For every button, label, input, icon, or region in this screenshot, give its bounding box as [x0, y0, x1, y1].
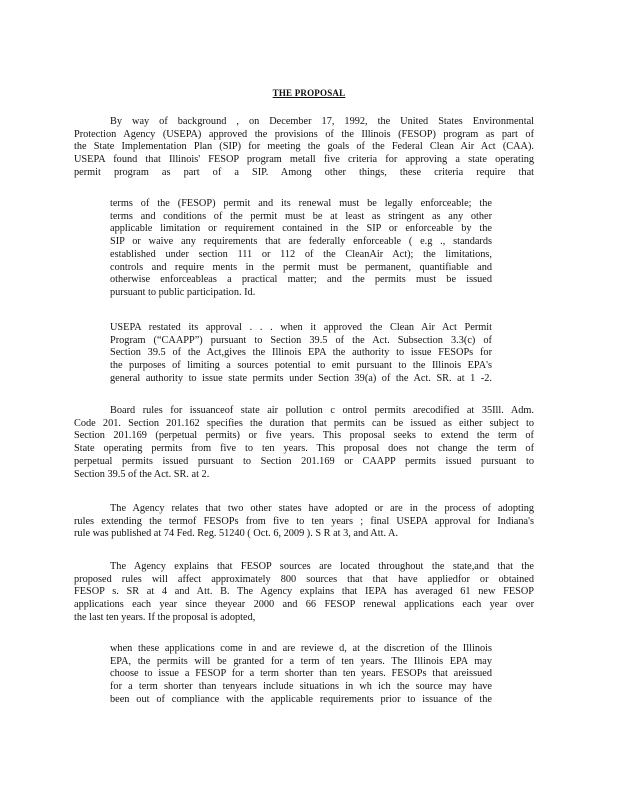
text-line: Code 201. Section 201.162 specifies the duration that permits can be issued as either subject to [74, 417, 534, 429]
block-quote-criteria [110, 198, 492, 300]
text-line: the purposes of limiting a sources potential to emit pursuant to the Illinois EPA's [110, 360, 492, 372]
text-line: permit program as part of a SIP. Among other things, these criteria require that [74, 166, 534, 178]
text-line: rule was published at 74 Fed. Reg. 51240 ( Oct. 6, 2009 ). S R at 3, and Att. A. [74, 528, 399, 540]
text-line: pursuant to public participation. Id. [110, 286, 256, 298]
section-heading-text: THE PROPOSAL [272, 88, 346, 98]
paragraph-background [74, 116, 534, 180]
text-line: applicable limitation or requirement contained in the SIP or enforceable by the [110, 223, 492, 235]
paragraph-other-states [74, 503, 534, 541]
section-heading [0, 88, 618, 98]
text-line: applications each year since theyear 2000 and 66 FESOP renewal applications each year over [74, 599, 534, 611]
text-line: terms and conditions of the permit must be at least as stringent as any other [110, 210, 492, 222]
text-line: terms of the (FESOP) permit and its renewal must be legally enforceable; the [110, 198, 492, 209]
text-line: Board rules for issuanceof state air pollution c ontrol permits arecodified at 35Ill. Adm. [110, 405, 534, 416]
text-line: State operating permits from five to ten years. This proposal does not change the term of [74, 443, 534, 455]
text-line: The Agency relates that two other states have adopted or are in the process of adopting [110, 503, 534, 514]
block-quote-applications [110, 643, 492, 707]
text-line: the last ten years. If the proposal is adopted, [74, 611, 256, 623]
text-line: the State Implementation Plan (SIP) for meeting the goals of the Federal Clean Air Act (CAA). [74, 141, 534, 153]
text-line: Program (“CAAPP”) pursuant to Section 39.5 of the Act. Subsection 3.3(c) of [110, 334, 492, 346]
text-line: when these applications come in and are reviewe d, at the discretion of the Illinois [110, 643, 492, 654]
text-line: choose to issue a FESOP for a term shorter than ten years. FESOPs that areissued [110, 668, 492, 680]
text-line: established under section 111 or 112 of the CleanAir Act); the limitations, [110, 248, 492, 260]
text-line: SIP or waive any requirements that are federally enforceable ( e.g ., standards [110, 236, 492, 248]
text-line: Protection Agency (USEPA) approved the provisions of the Illinois (FESOP) program as part of [74, 128, 534, 140]
text-line: The Agency explains that FESOP sources are located throughout the state,and that the [110, 561, 534, 572]
text-line: rules extending the termof FESOPs from five to ten years ; final USEPA approval for Indiana's [74, 515, 534, 527]
text-line: USEPA found that Illinois' FESOP program metall five criteria for approving a state operating [74, 154, 534, 166]
text-line: proposed rules will affect approximately 800 sources that that have appliedfor or obtained [74, 573, 534, 585]
paragraph-fesop-sources [74, 561, 534, 625]
text-line: By way of background , on December 17, 1992, the United States Environmental [110, 116, 534, 127]
text-line: Section 39.5 of the Act. SR. at 2. [74, 468, 210, 480]
text-line: been out of compliance with the applicable requirements prior to issuance of the [110, 693, 492, 705]
text-line: Section 39.5 of the Act,gives the Illinois EPA the authority to issue FESOPs for [110, 347, 492, 359]
text-line: Section 201.169 (perpetual permits) or five years. This proposal seeks to extend the term of [74, 430, 534, 442]
text-line: general authority to issue state permits under Section 39(a) of the Act. SR. at 1 -2. [110, 372, 492, 384]
block-quote-caapp [110, 322, 492, 386]
text-line: controls and require ments in the permit must be permanent, quantifiable and [110, 261, 492, 273]
text-line: for a term shorter than tenyears include situations in wh ich the source may have [110, 681, 492, 693]
text-line: FESOP s. SR at 4 and Att. B. The Agency explains that IEPA has averaged 61 new FESOP [74, 586, 534, 598]
text-line: otherwise enforceableas a practical matter; and the permits must be issued [110, 274, 492, 286]
paragraph-board-rules [74, 405, 534, 481]
text-line: EPA, the permits will be granted for a term of ten years. The Illinois EPA may [110, 655, 492, 667]
text-line: perpetual permits issued pursuant to Section 201.169 or CAAPP permits issued pursuant to [74, 455, 534, 467]
text-line: USEPA restated its approval . . . when it approved the Clean Air Act Permit [110, 322, 492, 333]
